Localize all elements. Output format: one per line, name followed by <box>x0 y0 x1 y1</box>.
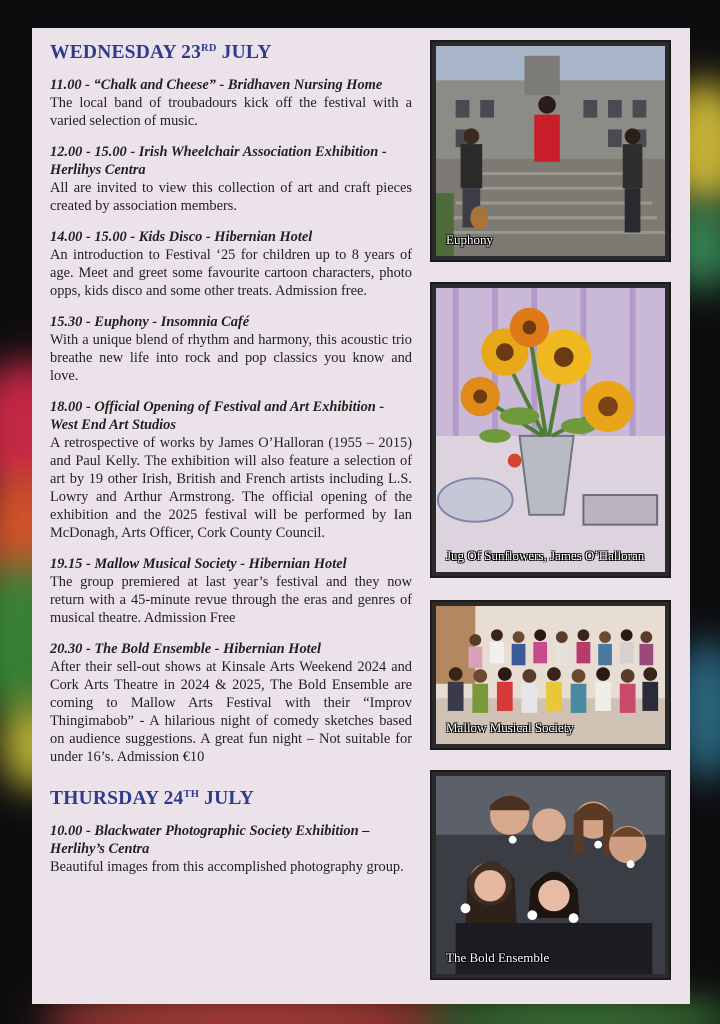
event-item <box>50 143 412 215</box>
event-item <box>50 228 412 300</box>
event-title: 14.00 - 15.00 - Kids Disco - Hibernian Hotel <box>50 229 313 245</box>
event-title: 19.15 - Mallow Musical Society - Hibernian Hotel <box>50 556 347 572</box>
photo-caption: The Bold Ensemble <box>446 950 550 965</box>
photo-caption: Jug Of Sunflowers, James O’Halloran <box>446 548 645 563</box>
event-title: 12.00 - 15.00 - Irish Wheelchair Association Exhibition - Herlihys Centra <box>50 144 387 178</box>
photo-caption: Euphony <box>446 232 493 247</box>
day-heading: WEDNESDAY 23RD JULY <box>50 42 272 63</box>
event-title: 15.30 - Euphony - Insomnia Café <box>50 314 250 330</box>
event-item <box>50 76 412 130</box>
photo-bold-ensemble <box>430 770 671 980</box>
band-photo-image <box>436 46 665 256</box>
event-item <box>50 555 412 627</box>
event-description: Beautiful images from this accomplished photography group. <box>50 859 404 875</box>
event-description: All are invited to view this collection of art and craft pieces created by association members. <box>50 180 412 214</box>
event-title: 11.00 - “Chalk and Cheese” - Bridhaven Nursing Home <box>50 77 383 93</box>
painting-image <box>436 288 665 572</box>
event-item <box>50 398 412 542</box>
photo-musical-society <box>430 600 671 750</box>
day-heading: THURSDAY 24TH JULY <box>50 788 255 809</box>
event-description: A retrospective of works by James O’Halloran (1955 – 2015) and Paul Kelly. The exhibition will also feature a selection of art by 19 other Irish, British and French artists including L.S. Lowry and Arthur Armstrong. The official opening of the exhibition and the 2025 festival will be performed by Ian McDonagh, Arts Officer, Cork County Council. <box>50 435 412 541</box>
event-description: After their sell-out shows at Kinsale Arts Weekend 2024 and Cork Arts Theatre in 2024 & 2025, The Bold Ensemble are coming to Mallow Arts Festival with their “Improv Thingimabob” - A hilarious night of comedy sketches based on audience suggestions. A great fun night – Not suitable for under 16’s. Admission €10 <box>50 659 412 765</box>
event-item <box>50 313 412 385</box>
photo-sunflowers <box>430 282 671 578</box>
photo-euphony <box>430 40 671 262</box>
event-title: 10.00 - Blackwater Photographic Society Exhibition – Herlihy’s Centra <box>50 823 370 857</box>
event-description: An introduction to Festival ‘25 for children up to 8 years of age. Meet and greet some favourite cartoon characters, photo opps, kids disco and some other treats. Admission free. <box>50 247 412 299</box>
photo-caption: Mallow Musical Society <box>446 720 574 735</box>
event-item <box>50 640 412 766</box>
event-title: 20.30 - The Bold Ensemble - Hibernian Hotel <box>50 641 322 657</box>
ensemble-photo-image <box>436 776 665 974</box>
programme-column <box>50 40 412 889</box>
event-description: The group premiered at last year’s festival and they now return with a 45-minute revue through the eras and genres of musical theatre. Admission Free <box>50 574 412 626</box>
event-description: With a unique blend of rhythm and harmony, this acoustic trio breathe new life into rock and pop classics you know and love. <box>50 332 412 384</box>
event-title: 18.00 - Official Opening of Festival and Art Exhibition - West End Art Studios <box>50 399 385 433</box>
event-item <box>50 822 412 876</box>
event-description: The local band of troubadours kick off the festival with a varied selection of music. <box>50 95 412 129</box>
